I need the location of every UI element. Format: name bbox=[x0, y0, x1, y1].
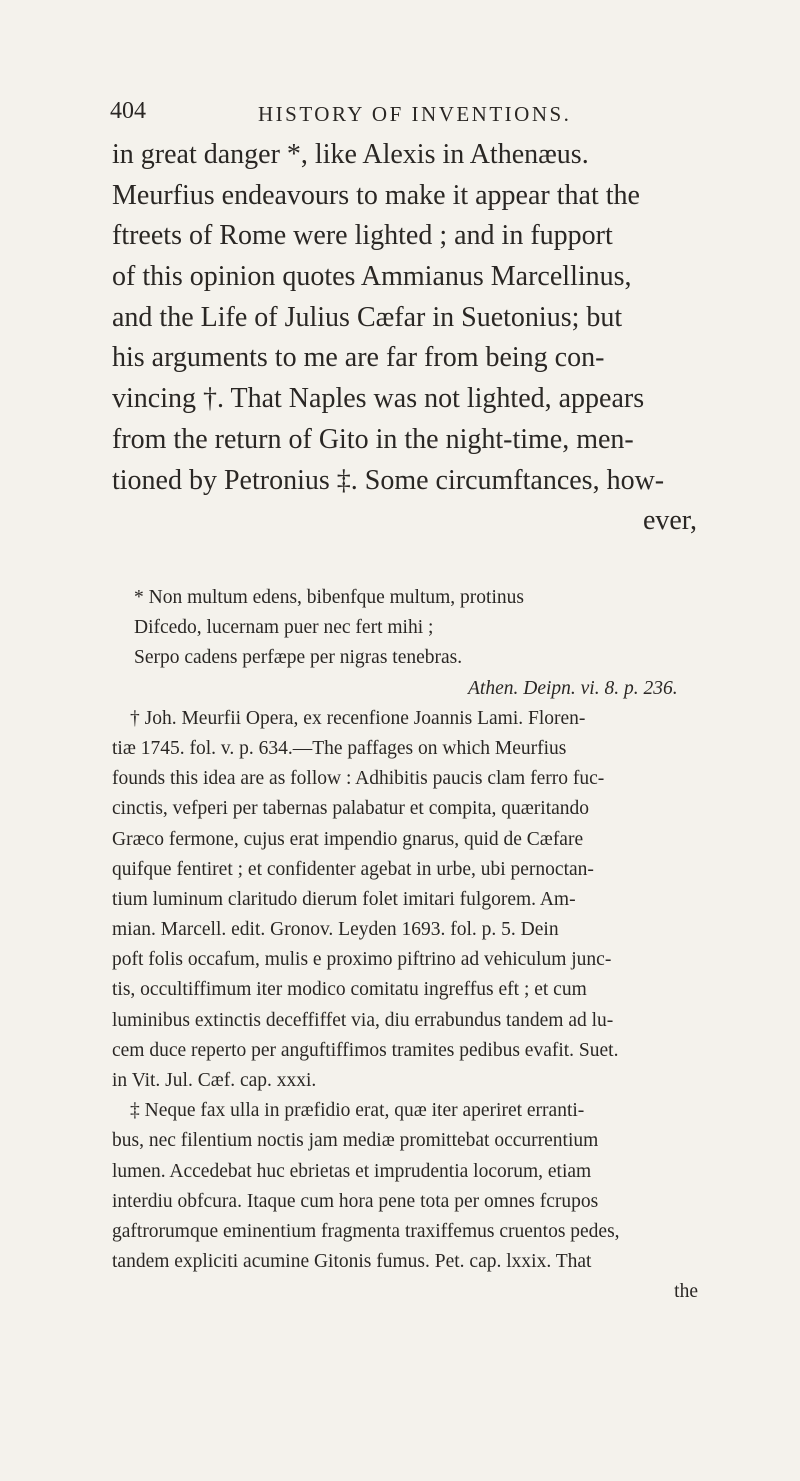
text-line: and the Life of Julius Cæfar in Suetonius; but bbox=[112, 301, 623, 333]
footnote-line: Serpo cadens perfæpe per nigras tenebras. bbox=[134, 647, 463, 669]
body-text bbox=[112, 135, 792, 542]
footnote-1 bbox=[112, 583, 792, 704]
running-head bbox=[110, 98, 730, 128]
footnote-citation: Athen. Deipn. vi. 8. p. 236. bbox=[468, 677, 678, 699]
footnote-line: Difcedo, lucernam puer nec fert mihi ; bbox=[134, 617, 434, 639]
footnote-line: tis, occultiffimum iter modico comitatu ingreffus eft ; et cum bbox=[112, 979, 587, 1001]
footnote-line: mian. Marcell. edit. Gronov. Leyden 1693. fol. p. 5. Dein bbox=[112, 919, 559, 941]
footnotes bbox=[112, 583, 792, 1308]
text-line-catchword: ever, bbox=[642, 505, 697, 537]
footnote-line: tandem expliciti acumine Gitonis fumus. Pet. cap. lxxix. That bbox=[112, 1251, 592, 1273]
footnote-line: cem duce reperto per anguftiffimos tramites pedibus evafit. Suet. bbox=[112, 1039, 619, 1061]
footnote-line: poft folis occafum, mulis e proximo piftrino ad vehiculum junc- bbox=[112, 949, 612, 971]
footnote-line: in Vit. Jul. Cæf. cap. xxxi. bbox=[112, 1070, 317, 1091]
text-line: tioned by Petronius ‡. Some circumftances, how- bbox=[112, 464, 665, 496]
footnote-line: luminibus extinctis deceffiffet via, diu errabundus tandem ad lu- bbox=[112, 1009, 614, 1031]
page-number: 404 bbox=[110, 98, 146, 124]
text-line: vincing †. That Naples was not lighted, appears bbox=[112, 383, 645, 415]
catchword: the bbox=[674, 1281, 698, 1303]
footnote-3 bbox=[112, 1096, 792, 1307]
footnote-line: lumen. Accedebat huc ebrietas et imprudentia locorum, etiam bbox=[112, 1160, 592, 1182]
footnote-line: interdiu obfcura. Itaque cum hora pene tota per omnes fcrupos bbox=[112, 1190, 599, 1212]
text-line: his arguments to me are far from being con- bbox=[112, 342, 605, 374]
footnote-line: bus, nec filentium noctis jam mediæ promittebat occurrentium bbox=[112, 1130, 599, 1152]
footnote-line: tiæ 1745. fol. v. p. 634.—The paffages on which Meurfius bbox=[112, 737, 567, 759]
text-line: of this opinion quotes Ammianus Marcellinus, bbox=[112, 261, 632, 293]
text-line: in great danger *, like Alexis in Athenæus. bbox=[112, 139, 589, 170]
text-line: ftreets of Rome were lighted ; and in fupport bbox=[112, 220, 613, 252]
footnote-line: ‡ Neque fax ulla in præfidio erat, quæ iter aperiret erranti- bbox=[130, 1100, 585, 1122]
footnote-line: founds this idea are as follow : Adhibitis paucis clam ferro fuc- bbox=[112, 768, 605, 790]
footnote-line: cinctis, vefperi per tabernas palabatur et compita, quæritando bbox=[112, 798, 590, 820]
footnote-line: Græco fermone, cujus erat impendio gnarus, quid de Cæfare bbox=[112, 828, 584, 850]
text-line: Meurfius endeavours to make it appear that the bbox=[112, 179, 640, 211]
text-line: from the return of Gito in the night-time, men- bbox=[112, 423, 634, 455]
footnote-line: gaftrorumque eminentium fragmenta traxiffemus cruentos pedes, bbox=[112, 1220, 620, 1242]
footnote-line: † Joh. Meurfii Opera, ex recenfione Joannis Lami. Floren- bbox=[130, 707, 586, 729]
footnote-line: quifque fentiret ; et confidenter agebat in urbe, ubi pernoctan- bbox=[112, 858, 594, 880]
footnote-2 bbox=[112, 704, 792, 1096]
footnote-line: tium luminum claritudo dierum folet imitari fulgorem. Am- bbox=[112, 888, 576, 910]
footnote-line: * Non multum edens, bibenfque multum, protinus bbox=[134, 587, 524, 608]
running-title: HISTORY OF INVENTIONS. bbox=[258, 102, 572, 126]
